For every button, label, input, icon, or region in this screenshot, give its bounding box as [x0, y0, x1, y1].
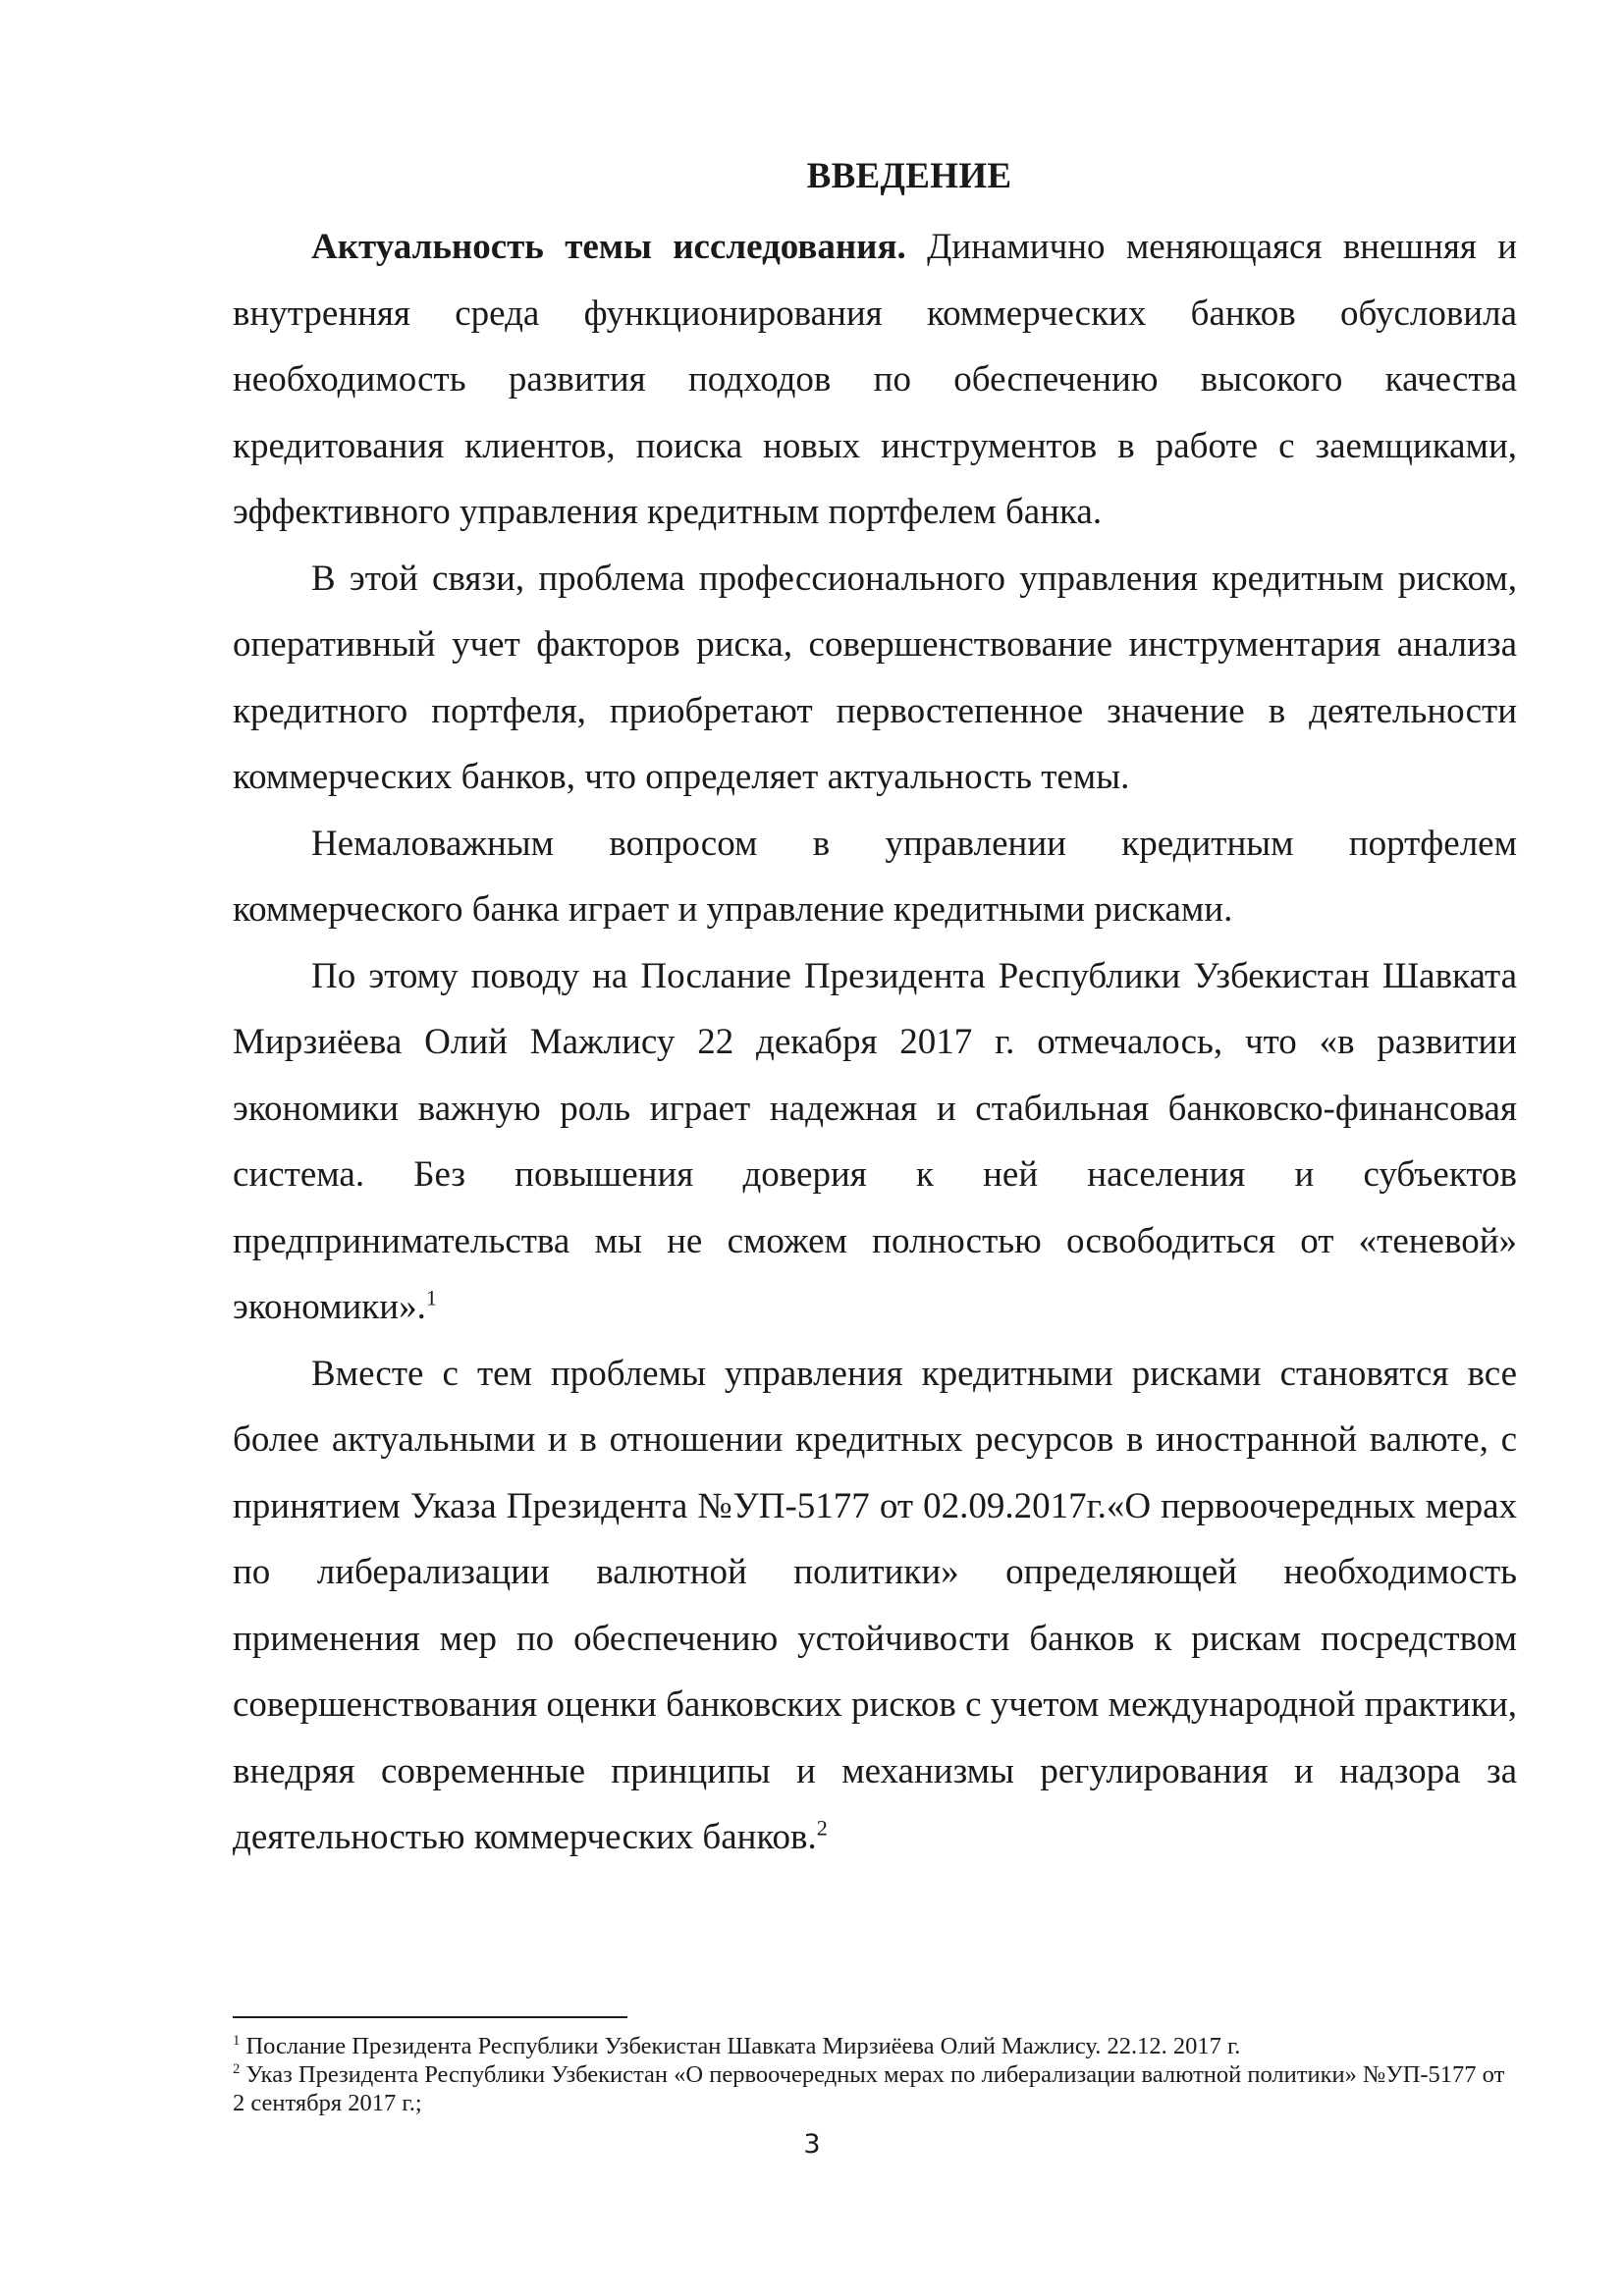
main-content — [233, 147, 1517, 1871]
paragraph-text: По этому поводу на Послание Президента Республики Узбекистан Шавката Мирзиёева Олий Мажлису 22 декабря 2017 г. отмечалось, что «в развитии экономики важную роль играет надежная и стабильная банковско-финансовая система. Без повышения доверия к ней населения и субъектов предпринимательства мы не сможем полностью освободиться от «теневой» экономики». — [233, 955, 1517, 1327]
page-number: 3 — [803, 2129, 821, 2160]
footnote-1 — [233, 2032, 1517, 2060]
footnote-ref-2[interactable]: 2 — [816, 1815, 828, 1841]
paragraph-text: В этой связи, проблема профессионального управления кредитным риском, оперативный учет факторов риска, совершенствование инструментария анализа кредитного портфеля, приобретают первостепенное значение в деятельности коммерческих банков, что определяет актуальность темы. — [233, 558, 1517, 797]
page-heading: ВВЕДЕНИЕ — [806, 156, 1012, 196]
footnote-mark: 2 — [233, 2060, 241, 2077]
paragraph-text: Вместе с тем проблемы управления кредитными рисками становятся все более актуальными и в отношении кредитных ресурсов в иностранной валюте, с принятием Указа Президента №УП-5177 от 02.09.2017г.«О первоочередных мерах по либерализации валютной политики» определяющей необходимость применения мер по обеспечению устойчивости банков к рискам посредством совершенствования оценки банковских рисков с учетом международной практики, внедряя современные принципы и механизмы регулирования и надзора за деятельностью коммерческих банков. — [233, 1353, 1517, 1857]
paragraph-decree — [233, 1341, 1517, 1871]
footnote-2 — [233, 2060, 1517, 2117]
paragraph-portfolio — [233, 811, 1517, 943]
footnote-text: Указ Президента Республики Узбекистан «О первоочередных мерах по либерализации валютной политики» №УП-5177 от 2 сентября 2017 г.; — [233, 2061, 1505, 2116]
paragraph-credit-risk — [233, 546, 1517, 811]
footnote-ref-1[interactable]: 1 — [425, 1285, 437, 1310]
footnote-mark: 1 — [233, 2032, 241, 2049]
paragraph-president-address — [233, 943, 1517, 1341]
paragraph-lead: Актуальность темы исследования. — [311, 227, 906, 267]
paragraph-text: Немаловажным вопросом в управлении кредитным портфелем коммерческого банка играет и управление кредитными рисками. — [233, 823, 1517, 930]
footnotes-section — [233, 2016, 1517, 2117]
paragraph-text: Динамично меняющаяся внешняя и внутренняя среда функционирования коммерческих банков обусловила необходимость развития подходов по обеспечению высокого качества кредитования клиентов, поиска новых инструментов в работе с заемщиками, эффективного управления кредитным портфелем банка. — [233, 227, 1517, 532]
footnote-separator — [233, 2016, 627, 2018]
paragraph-relevance — [233, 214, 1517, 546]
footnote-text: Послание Президента Республики Узбекистан Шавката Мирзиёева Олий Мажлису. 22.12. 2017 г. — [240, 2033, 1241, 2059]
